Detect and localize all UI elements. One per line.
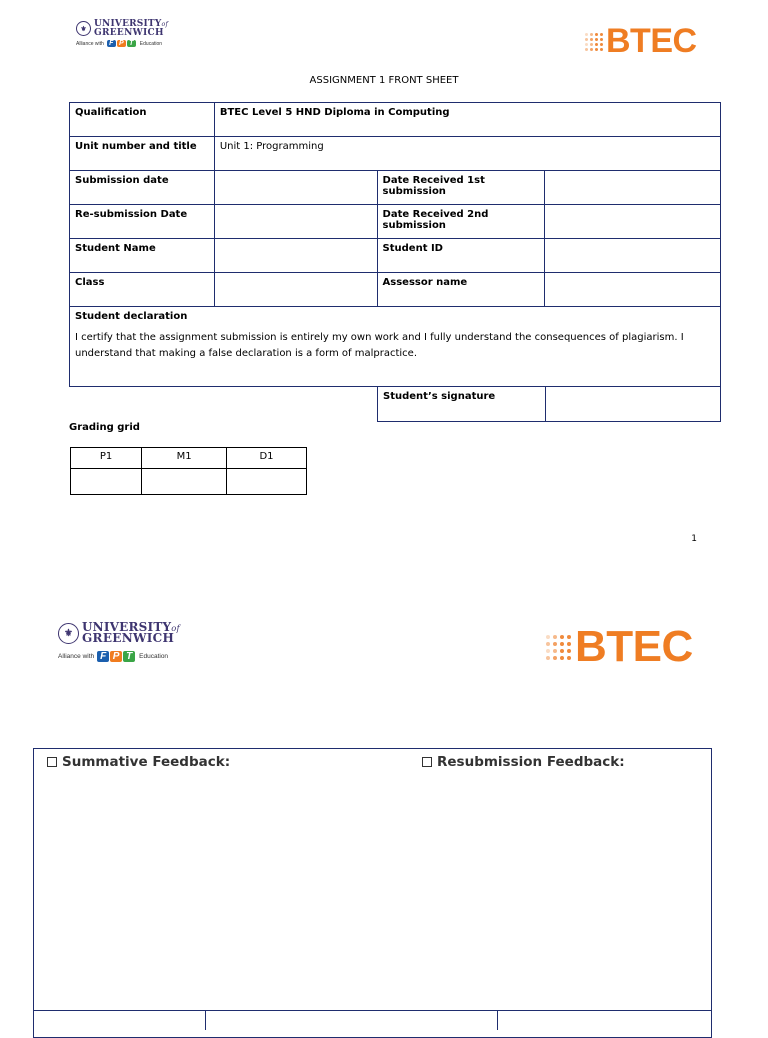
date-received-2nd-value[interactable] (545, 205, 721, 239)
btec-dots-icon (585, 33, 603, 51)
submission-date-value[interactable] (214, 171, 377, 205)
assessor-name-label: Assessor name (377, 273, 545, 307)
resubmission-date-label: Re-submission Date (70, 205, 215, 239)
unit-value: Unit 1: Programming (214, 137, 720, 171)
assessor-name-value[interactable] (545, 273, 721, 307)
feedback-divider (497, 1010, 498, 1030)
university-name-line1: UNIVERSITY (94, 19, 162, 29)
fpt-letter-t: T (123, 651, 135, 662)
university-name-of: of (171, 623, 180, 633)
fpt-letter-p: P (110, 651, 122, 662)
date-received-1st-label: Date Received 1st submission (377, 171, 545, 205)
summative-feedback-checkbox[interactable] (47, 757, 57, 767)
student-name-label: Student Name (70, 239, 215, 273)
alliance-line (58, 651, 180, 662)
page-number: 1 (691, 534, 697, 544)
table-row (70, 171, 721, 205)
university-name-line2: GREENWICH (82, 631, 175, 646)
btec-logo (585, 22, 697, 61)
university-seal-icon: ⚜ (58, 623, 79, 644)
qualification-label: Qualification (70, 103, 215, 137)
signature-table (377, 386, 721, 422)
student-id-value[interactable] (545, 239, 721, 273)
table-row (71, 448, 307, 469)
date-received-2nd-label: Date Received 2nd submission (377, 205, 545, 239)
summative-feedback-label (47, 754, 230, 770)
grade-header-d1: D1 (227, 448, 307, 469)
alliance-prefix: Alliance with (58, 652, 95, 660)
table-row (70, 239, 721, 273)
university-logo (76, 20, 168, 47)
grade-header-m1: M1 (142, 448, 227, 469)
btec-wordmark: BTEC (606, 22, 697, 60)
university-seal-icon: ⚜ (76, 21, 91, 36)
university-name-of: of (161, 21, 168, 28)
resubmission-date-value[interactable] (214, 205, 377, 239)
student-signature-value[interactable] (545, 387, 720, 422)
alliance-suffix: Education (139, 652, 169, 660)
university-name-line1: UNIVERSITY (82, 620, 172, 634)
submission-date-label: Submission date (70, 171, 215, 205)
alliance-line (76, 40, 168, 47)
front-sheet-table (69, 102, 721, 387)
student-declaration-cell (70, 307, 721, 387)
summative-feedback-text: Summative Feedback: (62, 754, 231, 770)
student-name-value[interactable] (214, 239, 377, 273)
table-row (70, 307, 721, 387)
fpt-letter-f: F (97, 651, 109, 662)
table-row (70, 137, 721, 171)
front-sheet-title: ASSIGNMENT 1 FRONT SHEET (309, 75, 459, 86)
table-row (70, 103, 721, 137)
university-name-line2: GREENWICH (94, 27, 164, 38)
unit-label: Unit number and title (70, 137, 215, 171)
feedback-divider (205, 1010, 206, 1030)
resubmission-feedback-label (422, 754, 625, 770)
alliance-suffix: Education (139, 40, 163, 47)
fpt-letter-p: P (117, 40, 126, 47)
fpt-logo (97, 651, 136, 662)
grading-grid-heading: Grading grid (69, 422, 140, 433)
class-label: Class (70, 273, 215, 307)
table-row (378, 387, 721, 422)
alliance-prefix: Alliance with (76, 40, 104, 47)
table-row (70, 205, 721, 239)
grade-cell-m1[interactable] (142, 469, 227, 495)
student-declaration-heading: Student declaration (75, 311, 188, 322)
resubmission-feedback-text: Resubmission Feedback: (437, 754, 625, 770)
grading-grid-table (70, 447, 307, 495)
btec-wordmark: BTEC (575, 622, 693, 671)
fpt-letter-f: F (107, 40, 116, 47)
grade-cell-d1[interactable] (227, 469, 307, 495)
table-row (71, 469, 307, 495)
table-row (70, 273, 721, 307)
grade-header-p1: P1 (71, 448, 142, 469)
feedback-box (33, 748, 712, 1038)
feedback-bottom-row (33, 1010, 712, 1031)
grade-cell-p1[interactable] (71, 469, 142, 495)
fpt-letter-t: T (127, 40, 136, 47)
btec-logo (546, 622, 693, 672)
fpt-logo (107, 40, 137, 47)
resubmission-feedback-checkbox[interactable] (422, 757, 432, 767)
btec-dots-icon (546, 635, 571, 660)
university-logo (58, 622, 180, 662)
student-declaration-text: I certify that the assignment submission is entirely my own work and I fully understand the consequences of plagiarism. I understand that making a false declaration is a form of malpractice. (75, 332, 684, 359)
date-received-1st-value[interactable] (545, 171, 721, 205)
qualification-value: BTEC Level 5 HND Diploma in Computing (214, 103, 720, 137)
student-id-label: Student ID (377, 239, 545, 273)
student-signature-label: Student’s signature (378, 387, 546, 422)
class-value[interactable] (214, 273, 377, 307)
